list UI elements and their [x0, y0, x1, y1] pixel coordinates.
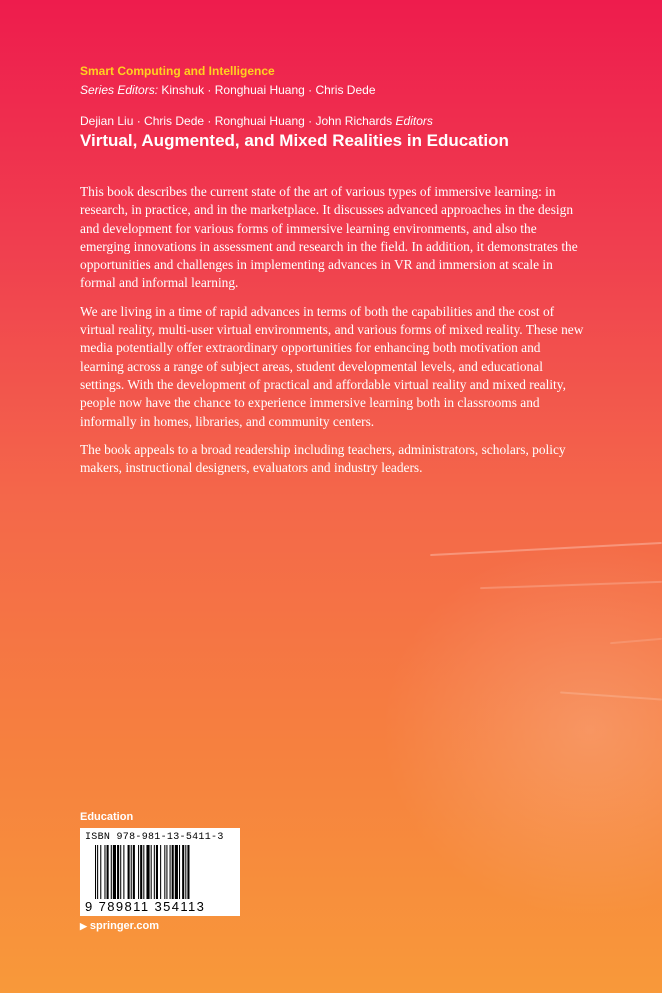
barcode-bar — [160, 845, 161, 899]
book-editors-role: Editors — [395, 114, 433, 128]
barcode-bar — [170, 845, 171, 899]
barcode-bar — [182, 845, 184, 899]
barcode-bar — [172, 845, 174, 899]
series-editors-names: Kinshuk · Ronghuai Huang · Chris Dede — [161, 83, 376, 97]
blurb — [80, 183, 585, 487]
barcode-bar — [111, 845, 112, 899]
blurb-paragraph: The book appeals to a broad readership including teachers, administrators, scholars, policy makers, instructional designers, evaluators and industry leaders. — [80, 441, 566, 476]
barcode-bar — [117, 845, 119, 899]
barcode-bar — [100, 845, 101, 899]
barcode-bar — [120, 845, 121, 899]
light-streak — [480, 581, 662, 589]
barcode-bar — [187, 845, 189, 899]
barcode-bar — [113, 845, 116, 899]
subject-category: Education — [80, 811, 134, 823]
book-editors-names: Dejian Liu · Chris Dede · Ronghuai Huang · John Richards — [80, 114, 393, 128]
blurb-paragraph: This book describes the current state of the art of various types of immersive learning: in research, in practice, and in the marketplace. It discusses advanced approaches in the design and development for various forms of immersive learning environments, and also the emerging innovations in assessment and research in the field. In addition, it demonstrates the opportunities and challenges in implementing advances in VR and immersion at scale in formal and informal learning. — [80, 184, 578, 291]
book-editors — [80, 114, 433, 128]
barcode-bar — [175, 845, 178, 899]
series-editors — [80, 83, 376, 97]
barcode-digits: 9 789811 354113 — [85, 899, 206, 914]
publisher-link[interactable] — [80, 920, 159, 932]
barcode-bar — [185, 845, 186, 899]
barcode-bar — [166, 845, 167, 899]
barcode-bar — [179, 845, 180, 899]
light-streak — [610, 638, 662, 645]
book-title: Virtual, Augmented, and Mixed Realities in Education — [80, 131, 509, 150]
barcode-bar — [97, 845, 98, 899]
barcode-bar — [164, 845, 165, 899]
blurb-paragraph: We are living in a time of rapid advances in terms of both the capabilities and the cost of virtual reality, multi-user virtual environments, and various forms of mixed reality. These new media potentially offer extraordinary opportunities for enhancing both motivation and learning across a range of subject areas, student developmental levels, and educational settings. With the development of practical and affordable virtual reality and mixed reality, people now have the chance to experience immersive learning both in classrooms and informally in homes, libraries, and community centers. — [80, 303, 584, 429]
barcode-bars — [95, 845, 227, 899]
series-title: Smart Computing and Intelligence — [80, 64, 275, 78]
barcode-bar — [123, 845, 124, 899]
barcode — [80, 828, 240, 916]
arrow-icon: ▶ — [80, 921, 87, 931]
barcode-bar — [154, 845, 155, 899]
series-editors-label: Series Editors: — [80, 83, 159, 97]
barcode-bar — [156, 845, 158, 899]
barcode-bar — [133, 845, 135, 899]
publisher-url: springer.com — [89, 920, 159, 932]
barcode-bar — [151, 845, 152, 899]
barcode-bar — [146, 845, 149, 899]
light-streak — [430, 542, 662, 556]
barcode-bar — [95, 845, 96, 899]
isbn-label: ISBN 978-981-13-5411-3 — [85, 832, 224, 843]
barcode-bar — [131, 845, 132, 899]
barcode-bar — [104, 845, 105, 899]
light-streak — [560, 691, 662, 700]
background-glow — [380, 540, 662, 920]
barcode-bar — [143, 845, 144, 899]
barcode-bar — [128, 845, 130, 899]
barcode-bar — [138, 845, 139, 899]
barcode-bar — [140, 845, 142, 899]
barcode-bar — [107, 845, 109, 899]
